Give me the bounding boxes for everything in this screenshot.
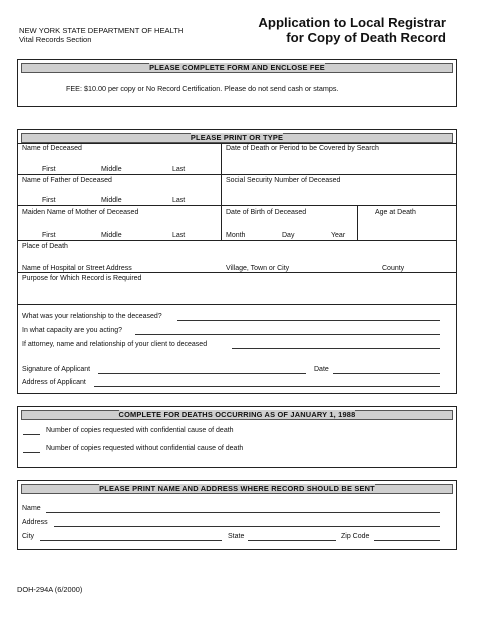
date-label: Date [314, 366, 329, 373]
dob-year-label: Year [331, 232, 346, 239]
ssn-label: Social Security Number of Deceased [226, 177, 341, 184]
send-record-section [17, 480, 457, 550]
fee-banner: PLEASE COMPLETE FORM AND ENCLOSE FEE [21, 63, 453, 73]
fee-section [17, 59, 457, 107]
fee-text: FEE: $10.00 per copy or No Record Certification. Please do not send cash or stamps. [66, 84, 339, 93]
form-title-line2: for Copy of Death Record [286, 30, 446, 45]
date-of-birth-field[interactable] [226, 219, 354, 230]
send-name-field[interactable] [46, 512, 440, 513]
send-address-field[interactable] [54, 526, 440, 527]
ssn-field[interactable] [226, 186, 454, 204]
mother-middle-label: Middle [101, 232, 122, 239]
purpose-field[interactable] [22, 285, 454, 302]
send-record-banner: PLEASE PRINT NAME AND ADDRESS WHERE RECORD SHOULD BE SENT [21, 484, 453, 494]
date-of-death-field[interactable] [226, 154, 454, 172]
send-city-field[interactable] [40, 540, 222, 541]
county-label: County [382, 265, 405, 272]
father-name-label: Name of Father of Deceased [22, 177, 112, 184]
attorney-field[interactable] [232, 348, 440, 349]
date-of-birth-label: Date of Birth of Deceased [226, 209, 307, 216]
copies-with-cause-field[interactable] [23, 434, 40, 435]
place-of-death-field[interactable] [22, 252, 454, 263]
send-address-label: Address [22, 519, 48, 526]
mother-first-label: First [42, 232, 56, 239]
mother-name-field[interactable] [22, 219, 218, 230]
deaths-1988-banner: COMPLETE FOR DEATHS OCCURRING AS OF JANUARY 1, 1988 [21, 410, 453, 420]
relationship-label: What was your relationship to the deceased? [22, 313, 162, 320]
date-of-death-label: Date of Death or Period to be Covered by Search [226, 145, 379, 152]
copies-without-cause-label: Number of copies requested without confidential cause of death [46, 445, 244, 452]
applicant-address-label: Address of Applicant [22, 379, 86, 386]
form-title-line1: Application to Local Registrar [258, 15, 446, 30]
dob-month-label: Month [226, 232, 246, 239]
send-state-label: State [228, 533, 245, 540]
village-town-city-label: Village, Town or City [226, 265, 290, 272]
father-first-label: First [42, 197, 56, 204]
mother-maiden-name-label: Maiden Name of Mother of Deceased [22, 209, 139, 216]
mother-last-label: Last [172, 232, 186, 239]
send-state-field[interactable] [248, 540, 336, 541]
date-field[interactable] [333, 373, 440, 374]
father-middle-label: Middle [101, 197, 122, 204]
send-name-label: Name [22, 505, 41, 512]
signature-label: Signature of Applicant [22, 366, 91, 373]
copies-with-cause-label: Number of copies requested with confidential cause of death [46, 427, 234, 434]
signature-field[interactable] [98, 373, 306, 374]
purpose-label: Purpose for Which Record is Required [22, 275, 142, 282]
deceased-last-label: Last [172, 166, 186, 173]
relationship-field[interactable] [177, 320, 440, 321]
applicant-section [17, 129, 457, 394]
father-name-field[interactable] [22, 186, 218, 196]
father-last-label: Last [172, 197, 186, 204]
applicant-address-field[interactable] [94, 386, 440, 387]
deceased-first-label: First [42, 166, 56, 173]
attorney-label: If attorney, name and relationship of your client to deceased [22, 341, 208, 348]
dob-day-label: Day [282, 232, 295, 239]
department-name: NEW YORK STATE DEPARTMENT OF HEALTH [19, 26, 184, 35]
deaths-1988-section [17, 406, 457, 468]
send-zip-field[interactable] [374, 540, 440, 541]
age-at-death-label: Age at Death [375, 209, 416, 216]
send-city-label: City [22, 533, 35, 540]
capacity-label: In what capacity are you acting? [22, 327, 123, 334]
send-zip-label: Zip Code [341, 533, 370, 540]
deceased-middle-label: Middle [101, 166, 122, 173]
name-of-deceased-label: Name of Deceased [22, 145, 82, 152]
capacity-field[interactable] [135, 334, 440, 335]
age-at-death-field[interactable] [361, 219, 453, 238]
print-or-type-banner: PLEASE PRINT OR TYPE [21, 133, 453, 143]
deceased-name-field[interactable] [22, 154, 218, 164]
section-name: Vital Records Section [19, 35, 92, 44]
copies-without-cause-field[interactable] [23, 452, 40, 453]
form-id: DOH-294A (6/2000) [17, 585, 83, 594]
hospital-address-label: Name of Hospital or Street Address [22, 265, 132, 272]
place-of-death-label: Place of Death [22, 243, 68, 250]
